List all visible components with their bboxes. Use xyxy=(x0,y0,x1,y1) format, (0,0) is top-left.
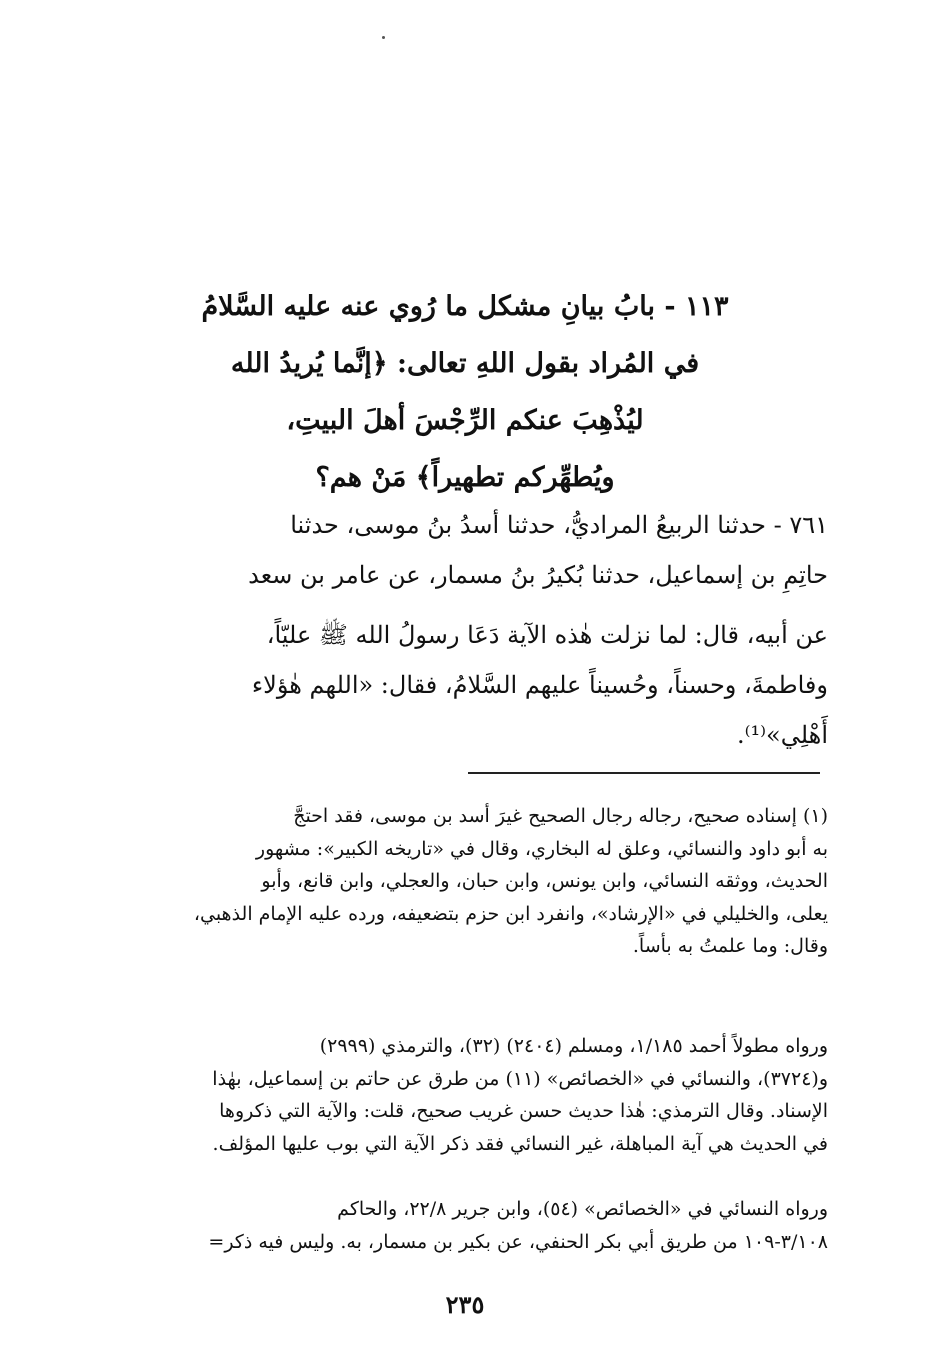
heading-line-1: ١١٣ - بابُ بيانِ مشكل ما رُوي عنه عليه السَّلامُ xyxy=(201,291,729,322)
footnote-line: ٣/١٠٨-١٠٩ من طريق أبي بكر الحنفي، عن بكير بن مسمار، به. وليس فيه ذكر= xyxy=(208,1230,828,1253)
hadith-line-2: حاتِمِ بن إسماعيل، حدثنا بُكيرُ بنُ مسمار، عن عامر بن سعد xyxy=(248,561,828,589)
footnote-line: يعلى، والخليلي في «الإرشاد»، وانفرد ابن حزم بتضعيفه، ورده عليه الإمام الذهبي، xyxy=(193,902,828,925)
footnote-line: و(٣٧٢٤)، والنسائي في «الخصائص» (١١) من طرق عن حاتم بن إسماعيل، بهٰذا xyxy=(212,1067,828,1090)
hadith-line-4: وفاطمةَ، وحسناً، وحُسيناً عليهم السَّلامُ، فقال: «اللهم هٰؤلاء xyxy=(251,671,828,699)
footnote-divider xyxy=(468,772,820,774)
page-number: ٢٣٥ xyxy=(445,1290,485,1319)
footnote-paragraph-3 xyxy=(108,1193,828,1258)
hadith-chain xyxy=(108,500,828,600)
hadith-text xyxy=(108,610,828,760)
hadith-line-5: أَهْلِي»⁽¹⁾. xyxy=(736,721,828,749)
footnote-paragraph-2 xyxy=(108,1030,828,1160)
footnote-line: الإسناد. وقال الترمذي: هٰذا حديث حسن غريب صحيح، قلت: والآية التي ذكروها xyxy=(219,1100,828,1122)
footnote-line: (١) إسناده صحيح، رجاله رجال الصحيح غيرَ أسد بن موسى، فقد احتجَّ xyxy=(293,805,828,827)
footnote-line: في الحديث هي آية المباهلة، غير النسائي فقد ذكر الآية التي بوب عليها المؤلف. xyxy=(212,1132,828,1155)
heading-line-3: ليُذْهِبَ عنكم الرِّجْسَ أهلَ البيتِ، xyxy=(286,405,644,436)
footnote-1 xyxy=(108,800,828,963)
hadith-line-3: عن أبيه، قال: لما نزلت هٰذه الآية دَعَا رسولُ الله ﷺ عليّاً، xyxy=(266,621,828,649)
hadith-line-1: ٧٦١ - حدثنا الربيعُ المراديُّ، حدثنا أسدُ بنُ موسى، حدثنا xyxy=(290,511,828,539)
ink-speck xyxy=(382,36,385,39)
heading-line-4: ويُطهِّركم تطهيراً﴾ مَنْ هم؟ xyxy=(315,462,615,493)
heading-line-2: في المُراد بقول اللهِ تعالى: ﴿إنَّما يُريدُ الله xyxy=(230,348,700,379)
footnote-line: به أبو داود والنسائي، وعلق له البخاري، وقال في «تاريخه الكبير»: مشهور xyxy=(255,837,828,860)
footnote-line: الحديث، ووثقه النسائي، وابن يونس، وابن حبان، والعجلي، وابن قانع، وأبو xyxy=(261,870,828,892)
footnote-line: وقال: وما علمتُ به بأساً. xyxy=(632,935,828,957)
footnote-line: ورواه النسائي في «الخصائص» (٥٤)، وابن جرير ٢٢/٨، والحاكم xyxy=(337,1198,828,1220)
chapter-heading xyxy=(150,278,780,506)
footnote-line: ورواه مطولاً أحمد ١/١٨٥، ومسلم (٢٤٠٤) (٣٢)، والترمذي (٢٩٩٩) xyxy=(319,1035,828,1057)
